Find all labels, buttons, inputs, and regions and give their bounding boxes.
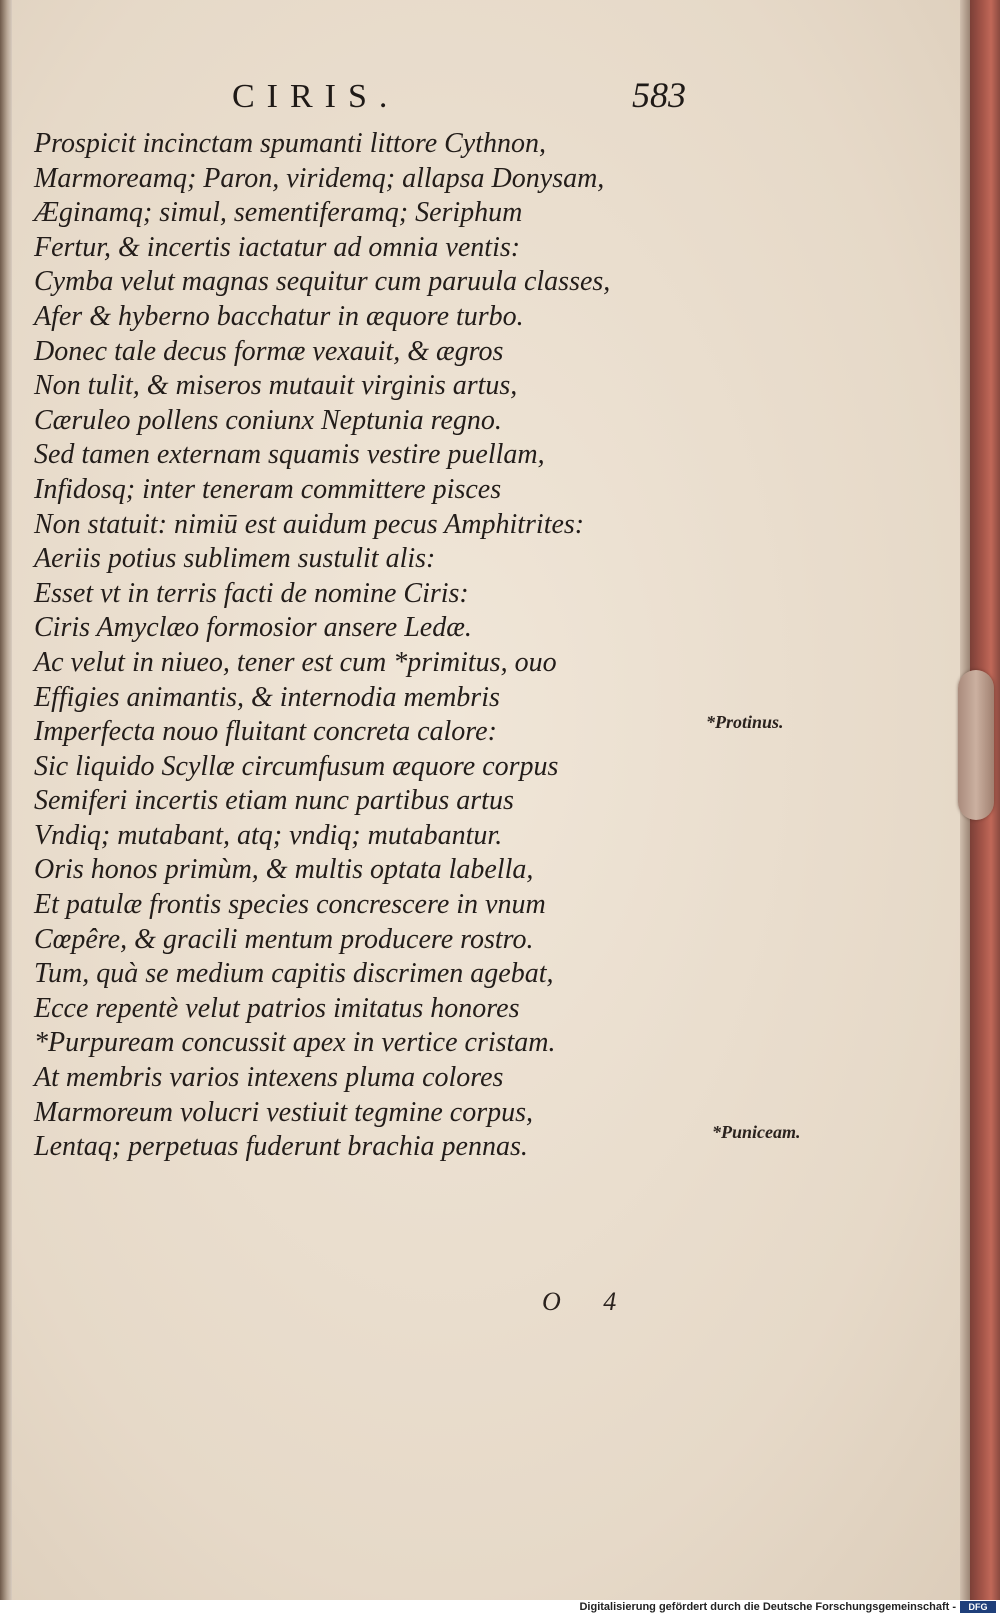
verse-line: Ciris Amyclæo formosior ansere Ledæ.: [34, 612, 472, 644]
verse-line: Cymba velut magnas sequitur cum paruula classes,: [34, 266, 611, 298]
verse-line: Prospicit incinctam spumanti littore Cythnon,: [34, 128, 546, 159]
verse-line: Imperfecta nouo fluitant concreta calore:: [34, 716, 497, 748]
verse-line: Semiferi incertis etiam nunc partibus artus: [34, 785, 514, 817]
verse-line: Marmoreamq; Paron, viridemq; allapsa Donysam,: [34, 162, 605, 194]
verse-line: Aeriis potius sublimem sustulit alis:: [34, 543, 436, 575]
verse-block: [34, 127, 734, 1165]
binding-gutter: [0, 0, 12, 1600]
verse-line: Fertur, & incertis iactatur ad omnia ventis:: [34, 231, 521, 263]
verse-line: Ecce repentè velut patrios imitatus honores: [34, 992, 520, 1024]
page-number: 583: [632, 75, 686, 115]
verse-line: Lentaq; perpetuas fuderunt brachia pennas.: [34, 1131, 528, 1163]
verse-line: Donec tale decus formæ vexauit, & ægros: [34, 335, 504, 367]
marginal-gloss: *Puniceam.: [712, 1122, 801, 1142]
verse-line: Non statuit: nimiū est auidum pecus Amphitrites:: [34, 508, 585, 540]
funding-credit: Digitalisierung gefördert durch die Deutsche Forschungsgemeinschaft -: [579, 1601, 956, 1613]
verse-line: *Purpuream concussit apex in vertice cristam.: [34, 1027, 556, 1059]
verse-line: Sed tamen externam squamis vestire puellam,: [34, 439, 545, 471]
verse-line: Et patulæ frontis species concrescere in vnum: [34, 889, 546, 921]
marginal-gloss: *Protinus.: [706, 712, 784, 732]
verse-line: Infidosq; inter teneram committere pisces: [34, 473, 502, 505]
verse-line: Æginamq; simul, sementiferamq; Seriphum: [34, 197, 523, 229]
verse-line: Sic liquido Scyllæ circumfusum æquore corpus: [34, 750, 559, 782]
dfg-logo: DFG: [960, 1601, 996, 1613]
verse-line: Afer & hyberno bacchatur in æquore turbo.: [34, 300, 524, 332]
verse-line: Oris honos primùm, & multis optata labella,: [34, 854, 534, 886]
verse-line: Non tulit, & miseros mutauit virginis artus,: [34, 370, 518, 402]
verse-line: Ac velut in niueo, tener est cum *primitus, ouo: [34, 646, 557, 678]
book-clasp: [958, 670, 994, 820]
running-title: CIRIS.: [232, 78, 400, 115]
verse-line: Vndiq; mutabant, atq; vndiq; mutabantur.: [34, 819, 503, 851]
verse-line: Cœpêre, & gracili mentum producere rostro.: [34, 923, 534, 955]
verse-line: Effigies animantis, & internodia membris: [34, 681, 500, 713]
verse-line: At membris varios intexens pluma colores: [34, 1062, 504, 1094]
signature-mark: O 4: [542, 1287, 635, 1316]
verse-line: Cæruleo pollens coniunx Neptunia regno.: [34, 404, 502, 436]
verse-line: Marmoreum volucri vestiuit tegmine corpus,: [34, 1096, 533, 1128]
verse-line: Tum, quà se medium capitis discrimen agebat,: [34, 958, 554, 990]
verse-line: Esset vt in terris facti de nomine Ciris:: [34, 577, 469, 609]
